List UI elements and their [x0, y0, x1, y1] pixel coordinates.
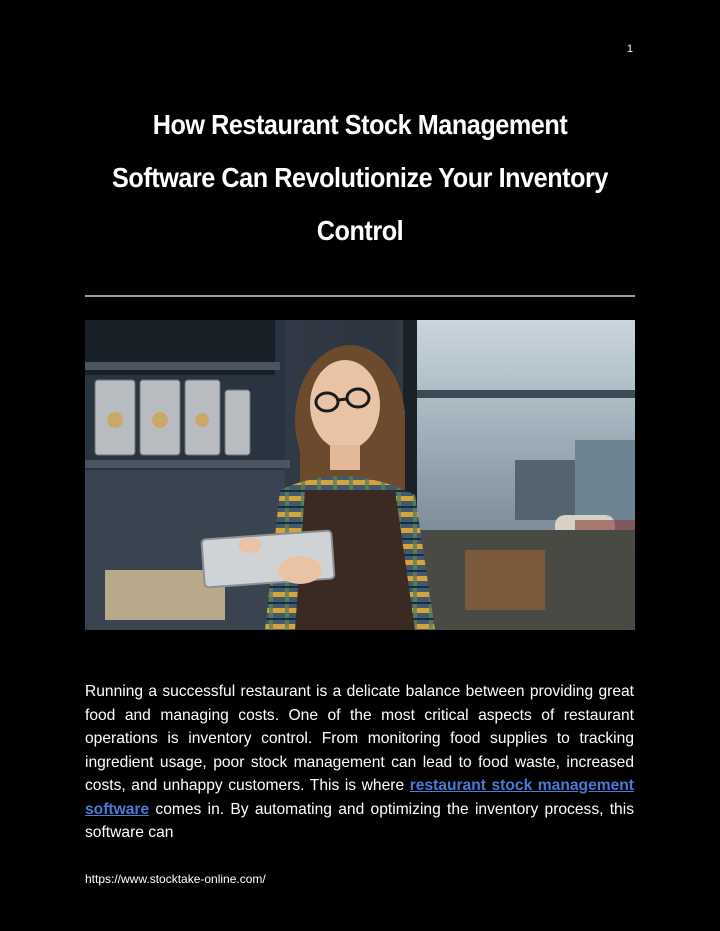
article-paragraph [85, 680, 634, 845]
page-number: 1 [626, 43, 633, 55]
stock-management-software-link[interactable]: restaurant stock management software [85, 777, 634, 818]
paragraph-text-before-link: Running a successful restaurant is a delicate balance between providing great food and managing costs. One of the most critical aspects of restaurant operations is inventory control. From monitoring food supplies to tracking ingredient usage, poor stock management can lead to food waste, increased costs, and unhappy customers. This is where [85, 683, 634, 794]
footer-url-link[interactable]: https://www.stocktake-online.com/ [85, 872, 266, 886]
title-divider [85, 295, 635, 297]
article-photo [85, 320, 635, 630]
article-title: How Restaurant Stock Management Software Can Revolutionize Your Inventory Control [112, 109, 608, 246]
paragraph-text-after-link: comes in. By automating and optimizing the inventory process, this software can [85, 800, 634, 841]
